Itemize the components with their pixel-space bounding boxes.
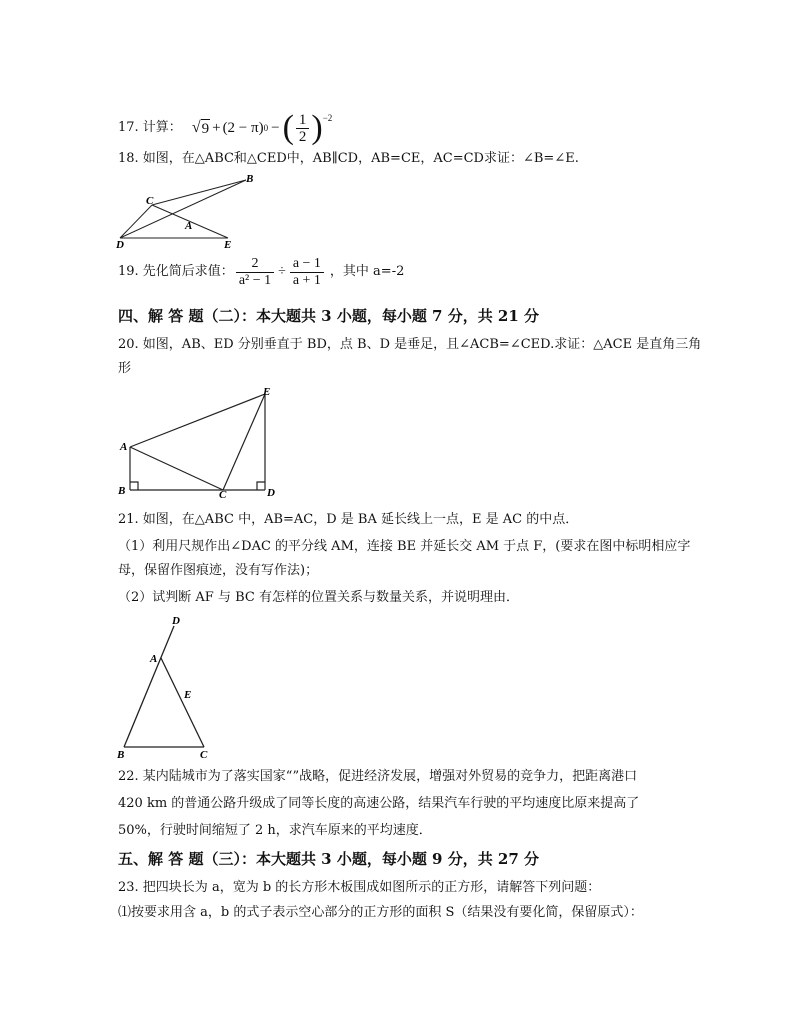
f2-den: a + 1 <box>292 272 321 288</box>
minus-sign: − <box>271 120 280 136</box>
label-a: A <box>185 220 193 232</box>
q19-expression <box>234 256 326 289</box>
fraction-half <box>296 112 310 145</box>
question-23-line1: 23. 把四块长为 a，宽为 b 的长方形木板围成如图所示的正方形，请解答下列问题： <box>118 880 601 895</box>
q20-figure <box>115 384 280 500</box>
label-d: D <box>116 239 124 250</box>
question-22-line2: 420 km 的普通公路升级成了同等长度的高速公路，结果汽车行驶的平均速度比原来提高了 <box>118 796 640 811</box>
question-21-line3: 母，保留作图痕迹，没有写作法)； <box>118 563 319 578</box>
label-e: E <box>263 386 271 398</box>
right-paren: ) <box>311 109 323 146</box>
right-angle-d <box>257 482 265 490</box>
question-23-line2: ⑴按要求用含 a，b 的式子表示空心部分的正方形的面积 S（结果没有要化简，保留原式）： <box>118 905 643 920</box>
label-b: B <box>246 173 254 185</box>
question-22-line3: 50%，行驶时间缩短了 2 h，求汽车原来的平均速度． <box>118 823 432 838</box>
question-21-line4: （2）试判断 AF 与 BC 有怎样的位置关系与数量关系，并说明理由． <box>118 590 519 605</box>
frac-num: 1 <box>296 112 310 129</box>
label-d: D <box>267 487 275 499</box>
sqrt-symbol: √ <box>191 119 201 136</box>
label-b: B <box>118 485 126 497</box>
question-20-line2: 形 <box>118 361 132 376</box>
fraction-1 <box>236 256 274 289</box>
label-a: A <box>120 441 128 453</box>
f2-num: a − 1 <box>290 256 324 273</box>
label-c: C <box>200 749 208 761</box>
label-d: D <box>172 615 180 627</box>
exponent-zero: 0 <box>263 123 269 133</box>
q17-expression <box>192 111 332 145</box>
q19-label: 19. 先化简后求值： <box>118 264 234 279</box>
paren-expression: (2 − π) <box>222 120 264 136</box>
q17-label: 17. 计算： <box>118 120 182 135</box>
q21-figure <box>112 612 222 762</box>
label-e: E <box>184 689 192 701</box>
left-paren: ( <box>282 109 294 146</box>
segment-db <box>124 626 174 747</box>
question-20-line1: 20. 如图，AB、ED 分别垂直于 BD，点 B、D 是垂足，且∠ACB=∠CED.求证：△ACE 是直角三角 <box>118 337 702 352</box>
f1-num: 2 <box>236 256 274 273</box>
fraction-2 <box>290 256 324 289</box>
right-angle-b <box>130 482 138 490</box>
section-4-heading: 四、解 答 题（二）：本大题共 3 小题，每小题 7 分，共 21 分 <box>118 307 540 325</box>
label-e: E <box>224 239 232 250</box>
f1-den: a² − 1 <box>238 272 272 288</box>
question-17 <box>118 108 332 148</box>
label-c: C <box>146 195 154 207</box>
segment-ac <box>130 447 223 490</box>
q18-figure <box>112 172 262 250</box>
segment-db <box>120 180 246 238</box>
segment-ac <box>161 658 204 747</box>
label-a: A <box>150 653 158 665</box>
divide-sign: ÷ <box>278 264 286 279</box>
question-19 <box>118 252 404 292</box>
exponent-neg2: −2 <box>322 113 333 123</box>
plus-sign: + <box>212 120 221 136</box>
question-21-line2: （1）利用尺规作出∠DAC 的平分线 AM，连接 BE 并延长交 AM 于点 F，(要求在图中标明相应字 <box>118 539 691 554</box>
question-22-line1: 22. 某内陆城市为了落实国家“”战略，促进经济发展，增强对外贸易的竞争力，把距离港口 <box>118 769 638 784</box>
segment-cd <box>120 205 152 238</box>
frac-den: 2 <box>298 128 307 145</box>
question-18: 18. 如图，在△ABC和△CED中，AB∥CD，AB=CE，AC=CD求证：∠B=∠E. <box>118 151 579 166</box>
section-5-heading: 五、解 答 题（三）：本大题共 3 小题，每小题 9 分，共 27 分 <box>118 850 540 868</box>
label-b: B <box>117 749 125 761</box>
sqrt-arg: 9 <box>201 120 210 137</box>
q19-tail: ，其中 a=-2 <box>329 264 405 279</box>
question-21-line1: 21. 如图，在△ABC 中，AB=AC，D 是 BA 延长线上一点，E 是 AC 的中点． <box>118 512 579 527</box>
label-c: C <box>219 489 227 500</box>
